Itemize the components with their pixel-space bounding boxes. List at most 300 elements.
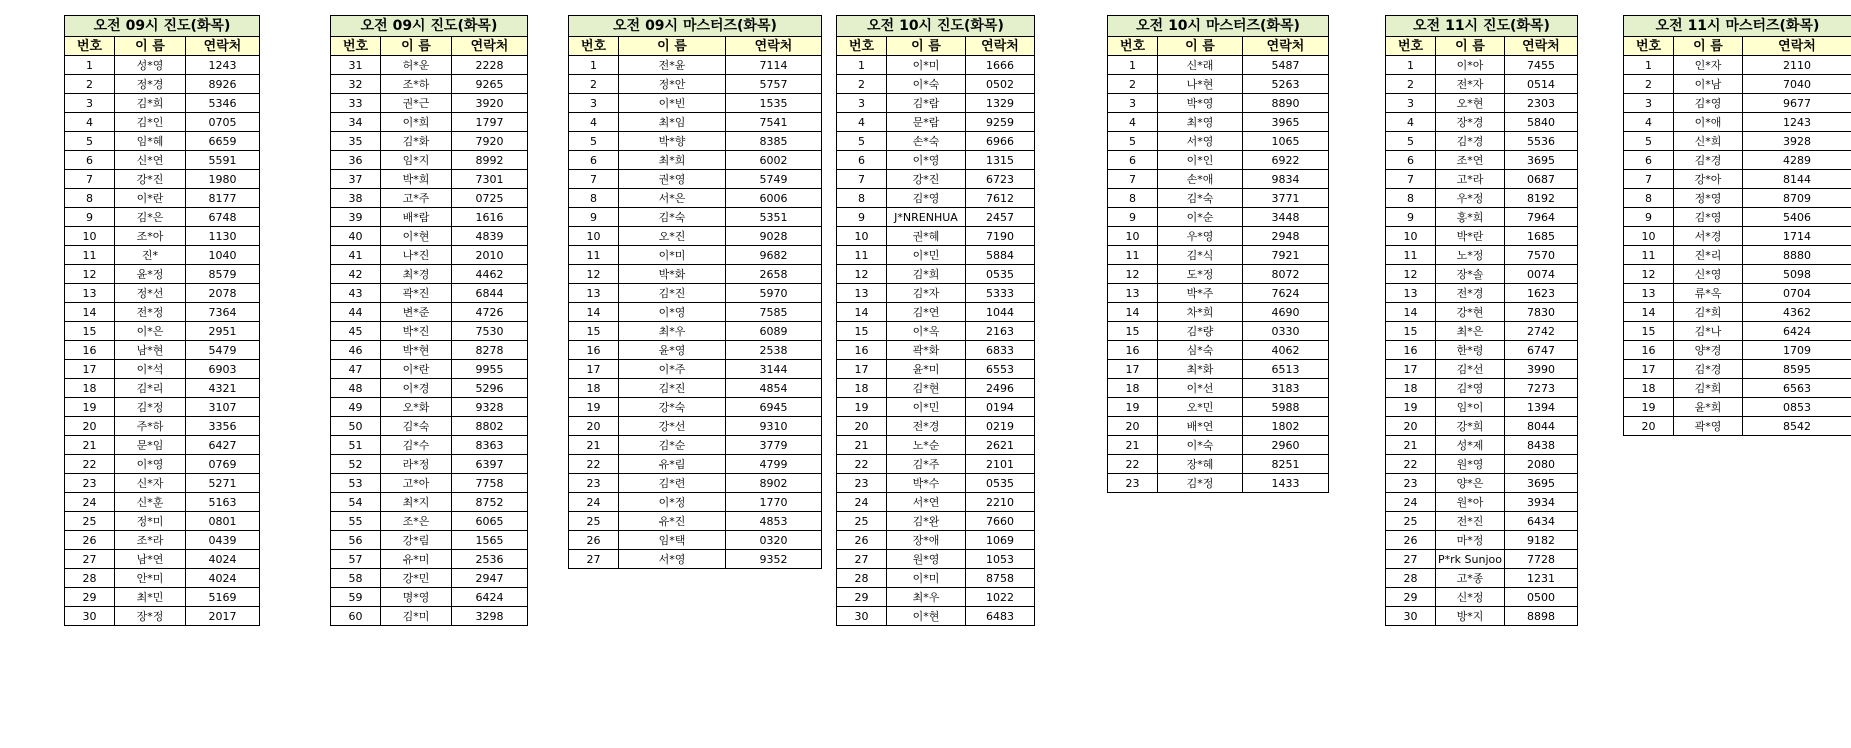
contact-cell: 9265 — [452, 75, 528, 94]
row-number-cell: 12 — [1108, 265, 1158, 284]
table-row — [331, 455, 528, 474]
table-row — [837, 322, 1035, 341]
table-row — [65, 303, 260, 322]
table-row — [1386, 113, 1578, 132]
row-number-cell: 1 — [1386, 56, 1436, 75]
name-cell: 김*자 — [887, 284, 966, 303]
name-cell: 윤*영 — [619, 341, 726, 360]
row-number-cell: 16 — [837, 341, 887, 360]
table-row — [65, 246, 260, 265]
row-number-cell: 10 — [1624, 227, 1674, 246]
table-row — [837, 493, 1035, 512]
column-header-number: 번호 — [65, 37, 115, 56]
table-row — [331, 303, 528, 322]
table-row — [331, 246, 528, 265]
contact-cell: 2536 — [452, 550, 528, 569]
row-number-cell: 16 — [1624, 341, 1674, 360]
table-row — [331, 208, 528, 227]
column-header-number: 번호 — [1624, 37, 1674, 56]
table-row — [837, 113, 1035, 132]
row-number-cell: 49 — [331, 398, 381, 417]
contact-cell: 8363 — [452, 436, 528, 455]
name-cell: 이*애 — [1674, 113, 1743, 132]
name-cell: 이*아 — [1436, 56, 1505, 75]
row-number-cell: 11 — [1108, 246, 1158, 265]
name-cell: 김*선 — [1436, 360, 1505, 379]
contact-cell: 7114 — [726, 56, 822, 75]
row-number-cell: 17 — [1108, 360, 1158, 379]
name-cell: 이*미 — [887, 569, 966, 588]
name-cell: 이*주 — [619, 360, 726, 379]
table-row — [1108, 322, 1329, 341]
name-cell: 허*운 — [381, 56, 452, 75]
row-number-cell: 58 — [331, 569, 381, 588]
contact-cell: 8177 — [186, 189, 260, 208]
contact-cell: 4726 — [452, 303, 528, 322]
table-row — [1624, 360, 1851, 379]
contact-cell: 1065 — [1243, 132, 1329, 151]
contact-cell: 6424 — [452, 588, 528, 607]
name-cell: 양*경 — [1674, 341, 1743, 360]
row-number-cell: 43 — [331, 284, 381, 303]
row-number-cell: 14 — [837, 303, 887, 322]
name-cell: 도*정 — [1158, 265, 1243, 284]
row-number-cell: 24 — [837, 493, 887, 512]
name-cell: 이*민 — [887, 246, 966, 265]
contact-cell: 1130 — [186, 227, 260, 246]
row-number-cell: 21 — [65, 436, 115, 455]
contact-cell: 0535 — [966, 474, 1035, 493]
name-cell: 서*영 — [619, 550, 726, 569]
contact-cell: 6723 — [966, 170, 1035, 189]
name-cell: 김*은 — [115, 208, 186, 227]
name-cell: 전*진 — [1436, 512, 1505, 531]
table-row — [569, 455, 822, 474]
contact-cell: 3107 — [186, 398, 260, 417]
table-row — [65, 227, 260, 246]
contact-cell: 4854 — [726, 379, 822, 398]
row-number-cell: 24 — [1386, 493, 1436, 512]
name-cell: 서*은 — [619, 189, 726, 208]
row-number-cell: 20 — [569, 417, 619, 436]
contact-cell: 9352 — [726, 550, 822, 569]
contact-cell: 7570 — [1505, 246, 1578, 265]
name-cell: 장*솔 — [1436, 265, 1505, 284]
table-row — [1108, 189, 1329, 208]
table-row — [331, 379, 528, 398]
row-number-cell: 52 — [331, 455, 381, 474]
table-row — [65, 379, 260, 398]
contact-cell: 9677 — [1743, 94, 1851, 113]
row-number-cell: 29 — [837, 588, 887, 607]
row-number-cell: 1 — [837, 56, 887, 75]
row-number-cell: 18 — [837, 379, 887, 398]
contact-cell: 9182 — [1505, 531, 1578, 550]
table-row — [331, 132, 528, 151]
contact-cell: 0705 — [186, 113, 260, 132]
row-number-cell: 30 — [837, 607, 887, 626]
table-row — [837, 512, 1035, 531]
contact-cell: 4690 — [1243, 303, 1329, 322]
contact-cell: 8072 — [1243, 265, 1329, 284]
name-cell: 김*현 — [887, 379, 966, 398]
contact-cell: 2228 — [452, 56, 528, 75]
name-cell: 이*남 — [1674, 75, 1743, 94]
contact-cell: 2078 — [186, 284, 260, 303]
contact-cell: 4024 — [186, 569, 260, 588]
name-cell: 오*진 — [619, 227, 726, 246]
row-number-cell: 46 — [331, 341, 381, 360]
contact-cell: 0514 — [1505, 75, 1578, 94]
table-row — [331, 607, 528, 626]
row-number-cell: 22 — [837, 455, 887, 474]
name-cell: 최*희 — [619, 151, 726, 170]
contact-cell: 2457 — [966, 208, 1035, 227]
row-number-cell: 17 — [569, 360, 619, 379]
contact-cell: 5098 — [1743, 265, 1851, 284]
name-cell: 신*훈 — [115, 493, 186, 512]
row-number-cell: 45 — [331, 322, 381, 341]
table-row — [1108, 455, 1329, 474]
name-cell: 문*임 — [115, 436, 186, 455]
table-row — [65, 531, 260, 550]
name-cell: 이*인 — [1158, 151, 1243, 170]
column-header-number: 번호 — [569, 37, 619, 56]
name-cell: 박*주 — [1158, 284, 1243, 303]
row-number-cell: 7 — [569, 170, 619, 189]
name-cell: 안*미 — [115, 569, 186, 588]
name-cell: 남*연 — [115, 550, 186, 569]
contact-cell: 2303 — [1505, 94, 1578, 113]
contact-cell: 7921 — [1243, 246, 1329, 265]
name-cell: 유*림 — [619, 455, 726, 474]
contact-cell: 2017 — [186, 607, 260, 626]
contact-cell: 0801 — [186, 512, 260, 531]
table-row — [65, 474, 260, 493]
table-row — [837, 189, 1035, 208]
table-row — [331, 531, 528, 550]
table-row — [837, 398, 1035, 417]
row-number-cell: 6 — [1108, 151, 1158, 170]
name-cell: 유*진 — [619, 512, 726, 531]
contact-cell: 4321 — [186, 379, 260, 398]
table-row — [1624, 75, 1851, 94]
name-cell: 김*진 — [619, 379, 726, 398]
contact-cell: 6002 — [726, 151, 822, 170]
row-number-cell: 6 — [1624, 151, 1674, 170]
row-number-cell: 12 — [1624, 265, 1674, 284]
table-row — [1386, 132, 1578, 151]
contact-cell: 2010 — [452, 246, 528, 265]
table-row — [1624, 379, 1851, 398]
row-number-cell: 22 — [65, 455, 115, 474]
name-cell: 윤*미 — [887, 360, 966, 379]
row-number-cell: 1 — [65, 56, 115, 75]
name-cell: 이*희 — [381, 113, 452, 132]
column-header-contact: 연락처 — [452, 37, 528, 56]
column-header-name: 이 름 — [887, 37, 966, 56]
contact-cell: 0500 — [1505, 588, 1578, 607]
row-number-cell: 5 — [569, 132, 619, 151]
contact-cell: 1685 — [1505, 227, 1578, 246]
row-number-cell: 16 — [1386, 341, 1436, 360]
table-row — [1624, 189, 1851, 208]
table-row — [837, 94, 1035, 113]
table-row — [65, 94, 260, 113]
table-row — [331, 56, 528, 75]
contact-cell: 3990 — [1505, 360, 1578, 379]
row-number-cell: 3 — [65, 94, 115, 113]
schedule-table — [330, 15, 528, 626]
table-title: 오전 10시 진도(화목) — [837, 16, 1035, 37]
table-row — [837, 303, 1035, 322]
contact-cell: 0219 — [966, 417, 1035, 436]
name-cell: 박*란 — [1436, 227, 1505, 246]
row-number-cell: 27 — [1386, 550, 1436, 569]
contact-cell: 7612 — [966, 189, 1035, 208]
contact-cell: 8992 — [452, 151, 528, 170]
row-number-cell: 10 — [1108, 227, 1158, 246]
name-cell: 남*현 — [115, 341, 186, 360]
contact-cell: 2163 — [966, 322, 1035, 341]
name-cell: 고*주 — [381, 189, 452, 208]
table-row — [1108, 56, 1329, 75]
table-row — [837, 588, 1035, 607]
name-cell: 박*영 — [1158, 94, 1243, 113]
row-number-cell: 19 — [837, 398, 887, 417]
name-cell: 최*임 — [619, 113, 726, 132]
table-row — [65, 56, 260, 75]
row-number-cell: 5 — [65, 132, 115, 151]
row-number-cell: 13 — [1624, 284, 1674, 303]
name-cell: 고*종 — [1436, 569, 1505, 588]
contact-cell: 8192 — [1505, 189, 1578, 208]
row-number-cell: 2 — [837, 75, 887, 94]
contact-cell: 5591 — [186, 151, 260, 170]
name-cell: 문*람 — [887, 113, 966, 132]
contact-cell: 5884 — [966, 246, 1035, 265]
contact-cell: 7624 — [1243, 284, 1329, 303]
contact-cell: 3695 — [1505, 151, 1578, 170]
name-cell: 심*숙 — [1158, 341, 1243, 360]
contact-cell: 1802 — [1243, 417, 1329, 436]
table-row — [1386, 189, 1578, 208]
table-row — [569, 341, 822, 360]
table-row — [837, 379, 1035, 398]
row-number-cell: 20 — [1624, 417, 1674, 436]
table-row — [1624, 56, 1851, 75]
contact-cell: 7585 — [726, 303, 822, 322]
name-cell: 김*련 — [619, 474, 726, 493]
table-row — [1386, 170, 1578, 189]
contact-cell: 1044 — [966, 303, 1035, 322]
row-number-cell: 9 — [1624, 208, 1674, 227]
contact-cell: 7273 — [1505, 379, 1578, 398]
row-number-cell: 60 — [331, 607, 381, 626]
row-number-cell: 53 — [331, 474, 381, 493]
name-cell: 조*연 — [1436, 151, 1505, 170]
table-row — [1386, 341, 1578, 360]
contact-cell: 7455 — [1505, 56, 1578, 75]
row-number-cell: 30 — [1386, 607, 1436, 626]
name-cell: 이*란 — [115, 189, 186, 208]
row-number-cell: 23 — [569, 474, 619, 493]
table-row — [837, 208, 1035, 227]
table-row — [1386, 569, 1578, 588]
contact-cell: 6833 — [966, 341, 1035, 360]
row-number-cell: 55 — [331, 512, 381, 531]
table-row — [65, 512, 260, 531]
contact-cell: 8044 — [1505, 417, 1578, 436]
table-row — [1624, 322, 1851, 341]
schedule-table — [836, 15, 1035, 626]
contact-cell: 8890 — [1243, 94, 1329, 113]
contact-cell: 8926 — [186, 75, 260, 94]
name-cell: 이*민 — [887, 398, 966, 417]
name-cell: 전*정 — [115, 303, 186, 322]
table-row — [837, 531, 1035, 550]
row-number-cell: 7 — [65, 170, 115, 189]
contact-cell: 6397 — [452, 455, 528, 474]
table-title: 오전 09시 마스터즈(화목) — [569, 16, 822, 37]
table-row — [569, 113, 822, 132]
table-row — [837, 265, 1035, 284]
row-number-cell: 18 — [1386, 379, 1436, 398]
contact-cell: 1231 — [1505, 569, 1578, 588]
contact-cell: 9328 — [452, 398, 528, 417]
contact-cell: 4853 — [726, 512, 822, 531]
row-number-cell: 21 — [1108, 436, 1158, 455]
name-cell: 김*인 — [115, 113, 186, 132]
name-cell: 김*희 — [887, 265, 966, 284]
contact-cell: 1040 — [186, 246, 260, 265]
contact-cell: 8752 — [452, 493, 528, 512]
table-row — [331, 360, 528, 379]
row-number-cell: 4 — [1386, 113, 1436, 132]
contact-cell: 8144 — [1743, 170, 1851, 189]
row-number-cell: 13 — [1108, 284, 1158, 303]
contact-cell: 6945 — [726, 398, 822, 417]
contact-cell: 0194 — [966, 398, 1035, 417]
contact-cell: 3298 — [452, 607, 528, 626]
row-number-cell: 48 — [331, 379, 381, 398]
row-number-cell: 14 — [1386, 303, 1436, 322]
row-number-cell: 15 — [837, 322, 887, 341]
row-number-cell: 27 — [837, 550, 887, 569]
name-cell: 노*정 — [1436, 246, 1505, 265]
column-header-name: 이 름 — [381, 37, 452, 56]
row-number-cell: 3 — [837, 94, 887, 113]
contact-cell: 5749 — [726, 170, 822, 189]
name-cell: 강*진 — [115, 170, 186, 189]
row-number-cell: 12 — [837, 265, 887, 284]
row-number-cell: 10 — [569, 227, 619, 246]
name-cell: 이*은 — [115, 322, 186, 341]
row-number-cell: 19 — [65, 398, 115, 417]
row-number-cell: 30 — [65, 607, 115, 626]
name-cell: 최*영 — [1158, 113, 1243, 132]
table-row — [569, 170, 822, 189]
row-number-cell: 35 — [331, 132, 381, 151]
table-row — [1386, 607, 1578, 626]
name-cell: 손*애 — [1158, 170, 1243, 189]
name-cell: 김*주 — [887, 455, 966, 474]
table-row — [1108, 303, 1329, 322]
row-number-cell: 37 — [331, 170, 381, 189]
contact-cell: 2210 — [966, 493, 1035, 512]
name-cell: 이*선 — [1158, 379, 1243, 398]
contact-cell: 6065 — [452, 512, 528, 531]
name-cell: 정*경 — [115, 75, 186, 94]
row-number-cell: 19 — [1624, 398, 1674, 417]
name-cell: 장*정 — [115, 607, 186, 626]
contact-cell: 1535 — [726, 94, 822, 113]
row-number-cell: 16 — [569, 341, 619, 360]
name-cell: 우*영 — [1158, 227, 1243, 246]
row-number-cell: 50 — [331, 417, 381, 436]
name-cell: 진* — [115, 246, 186, 265]
name-cell: 이*미 — [619, 246, 726, 265]
name-cell: 최*경 — [381, 265, 452, 284]
table-row — [1108, 398, 1329, 417]
contact-cell: 9310 — [726, 417, 822, 436]
column-header-name: 이 름 — [115, 37, 186, 56]
row-number-cell: 29 — [1386, 588, 1436, 607]
contact-cell: 1623 — [1505, 284, 1578, 303]
table-row — [837, 56, 1035, 75]
table-row — [331, 94, 528, 113]
row-number-cell: 41 — [331, 246, 381, 265]
name-cell: 김*나 — [1674, 322, 1743, 341]
contact-cell: 3183 — [1243, 379, 1329, 398]
row-number-cell: 15 — [1624, 322, 1674, 341]
table-row — [1108, 360, 1329, 379]
row-number-cell: 25 — [1386, 512, 1436, 531]
row-number-cell: 2 — [65, 75, 115, 94]
contact-cell: 1616 — [452, 208, 528, 227]
row-number-cell: 25 — [569, 512, 619, 531]
name-cell: 이*정 — [619, 493, 726, 512]
table-row — [1386, 56, 1578, 75]
name-cell: 강*선 — [619, 417, 726, 436]
contact-cell: 5351 — [726, 208, 822, 227]
table-row — [331, 265, 528, 284]
name-cell: 강*현 — [1436, 303, 1505, 322]
contact-cell: 4289 — [1743, 151, 1851, 170]
table-row — [1386, 265, 1578, 284]
column-header-number: 번호 — [1386, 37, 1436, 56]
name-cell: 김*숙 — [381, 417, 452, 436]
name-cell: 김*경 — [1436, 132, 1505, 151]
name-cell: 인*자 — [1674, 56, 1743, 75]
row-number-cell: 12 — [1386, 265, 1436, 284]
row-number-cell: 26 — [569, 531, 619, 550]
name-cell: 김*영 — [1674, 94, 1743, 113]
contact-cell: 8438 — [1505, 436, 1578, 455]
row-number-cell: 8 — [569, 189, 619, 208]
contact-cell: 7830 — [1505, 303, 1578, 322]
row-number-cell: 17 — [1624, 360, 1674, 379]
table-row — [1624, 246, 1851, 265]
contact-cell: 4799 — [726, 455, 822, 474]
name-cell: 오*화 — [381, 398, 452, 417]
table-title: 오전 11시 진도(화목) — [1386, 16, 1578, 37]
table-row — [837, 151, 1035, 170]
row-number-cell: 16 — [1108, 341, 1158, 360]
name-cell: 전*자 — [1436, 75, 1505, 94]
table-row — [1108, 417, 1329, 436]
name-cell: 이*옥 — [887, 322, 966, 341]
